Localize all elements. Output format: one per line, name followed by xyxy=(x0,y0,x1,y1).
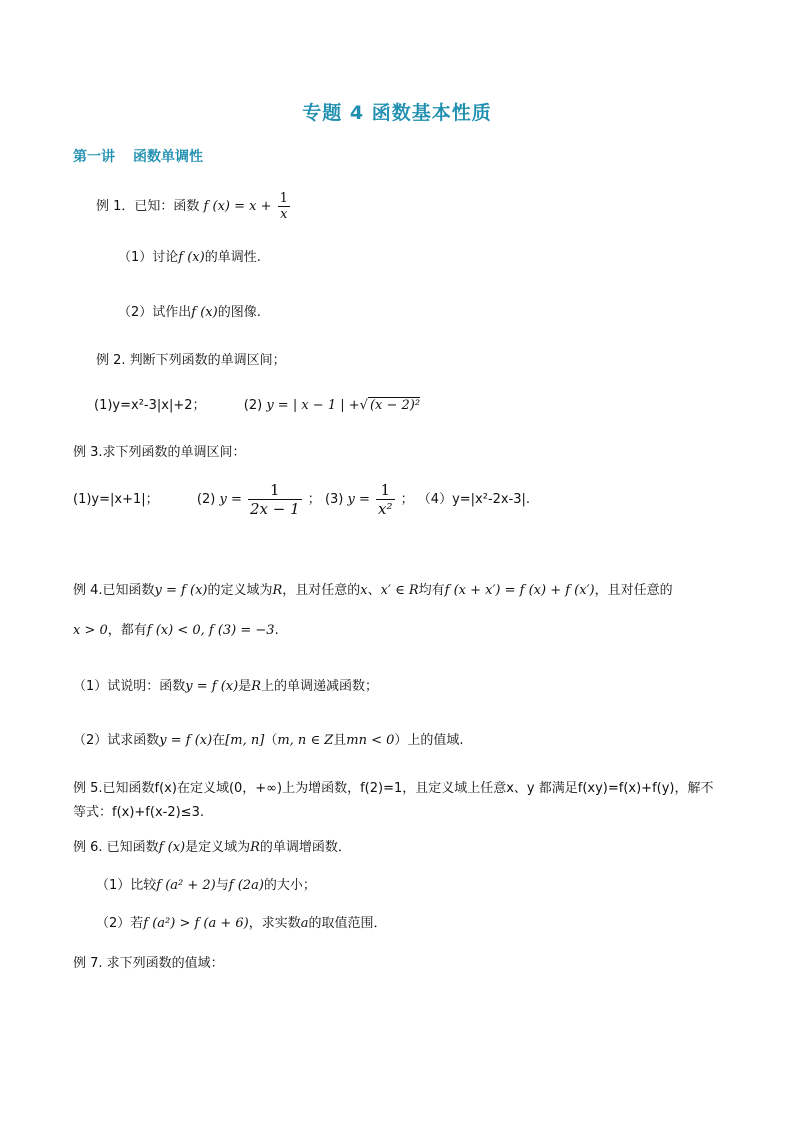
example-3-item-2: (2) y = $\frac{1}{2x - 1}$ xyxy=(196,481,300,518)
example-2-head: 例 2. 判断下列函数的单调区间； xyxy=(96,353,286,368)
example-3-item-3: (3) y = $\frac{1}{\text{x²}}$ xyxy=(324,481,393,518)
example-2-items xyxy=(94,397,420,415)
example-2-item-1: (1)y=x²-3|x|+2； xyxy=(94,398,206,413)
section-name: 函数单调性 xyxy=(133,149,203,165)
example-6-head: 例 6. 已知函数f (x)是定义域为R的单调增函数． xyxy=(73,840,351,855)
example-4-part-1: （1）试说明：函数y = f (x)是R上的单调递减函数； xyxy=(73,679,379,694)
example-3-head: 例 3.求下列函数的单调区间： xyxy=(73,445,246,460)
example-5-line-2: 等式：f(x)+f(x-2)≤3. xyxy=(73,805,204,820)
example-1-part-2: （2）试作出f (x)的图像. xyxy=(118,305,261,320)
example-4-line-1: 例 4.已知函数y = f (x)的定义域为R，且对任意的x、x′ ∈ R均有f (x + x′) = f (x) + f (x′)，且对任意的 xyxy=(73,583,673,598)
example-3-item-4: （4）y=|x²-2x-3|. xyxy=(417,492,531,507)
example-3-items: (1)y=|x+1|； (2) y = $\frac{1}{2x - 1}$ ； (3) y = $\frac{1}{\text{x²}}$ ； （4）y=|x²-2x-3|. xyxy=(73,481,531,518)
example-4-part-2: （2）试求函数y = f (x)在[m, n]（m, n ∈ Z且mn < 0）上的值域. xyxy=(73,733,464,748)
section-heading xyxy=(73,146,221,166)
example-3-item-1: (1)y=|x+1|； xyxy=(73,492,159,507)
example-1-head: 例 1．已知：函数 xyxy=(96,199,200,214)
example-6-part-1: （1）比较f (a² + 2)与f (2a)的大小； xyxy=(96,878,316,893)
example-1-statement xyxy=(96,191,292,222)
example-1-formula: f (x) = x + xyxy=(203,199,272,214)
section-label: 第一讲 xyxy=(73,149,115,165)
example-7-head: 例 7. 求下列函数的值域： xyxy=(73,956,224,971)
example-4-line-2: x > 0，都有f (x) < 0, f (3) = −3. xyxy=(73,623,279,638)
example-1-fraction: $\frac{1}{x}$ xyxy=(279,191,288,222)
page-title: 专题 4 函数基本性质 xyxy=(302,102,492,124)
example-1-part-1: （1）讨论f (x)的单调性. xyxy=(118,250,261,265)
example-2-item-2: (2) y = | x − 1 | +√ (x − 2)² xyxy=(243,398,421,413)
example-5-line-1: 例 5.已知函数f(x)在定义域(0，+∞)上为增函数，f(2)=1，且定义域上任意x、y 都满足f(xy)=f(x)+f(y)，解不 xyxy=(73,781,714,796)
example-6-part-2: （2）若f (a²) > f (a + 6)，求实数a的取值范围． xyxy=(96,916,387,931)
